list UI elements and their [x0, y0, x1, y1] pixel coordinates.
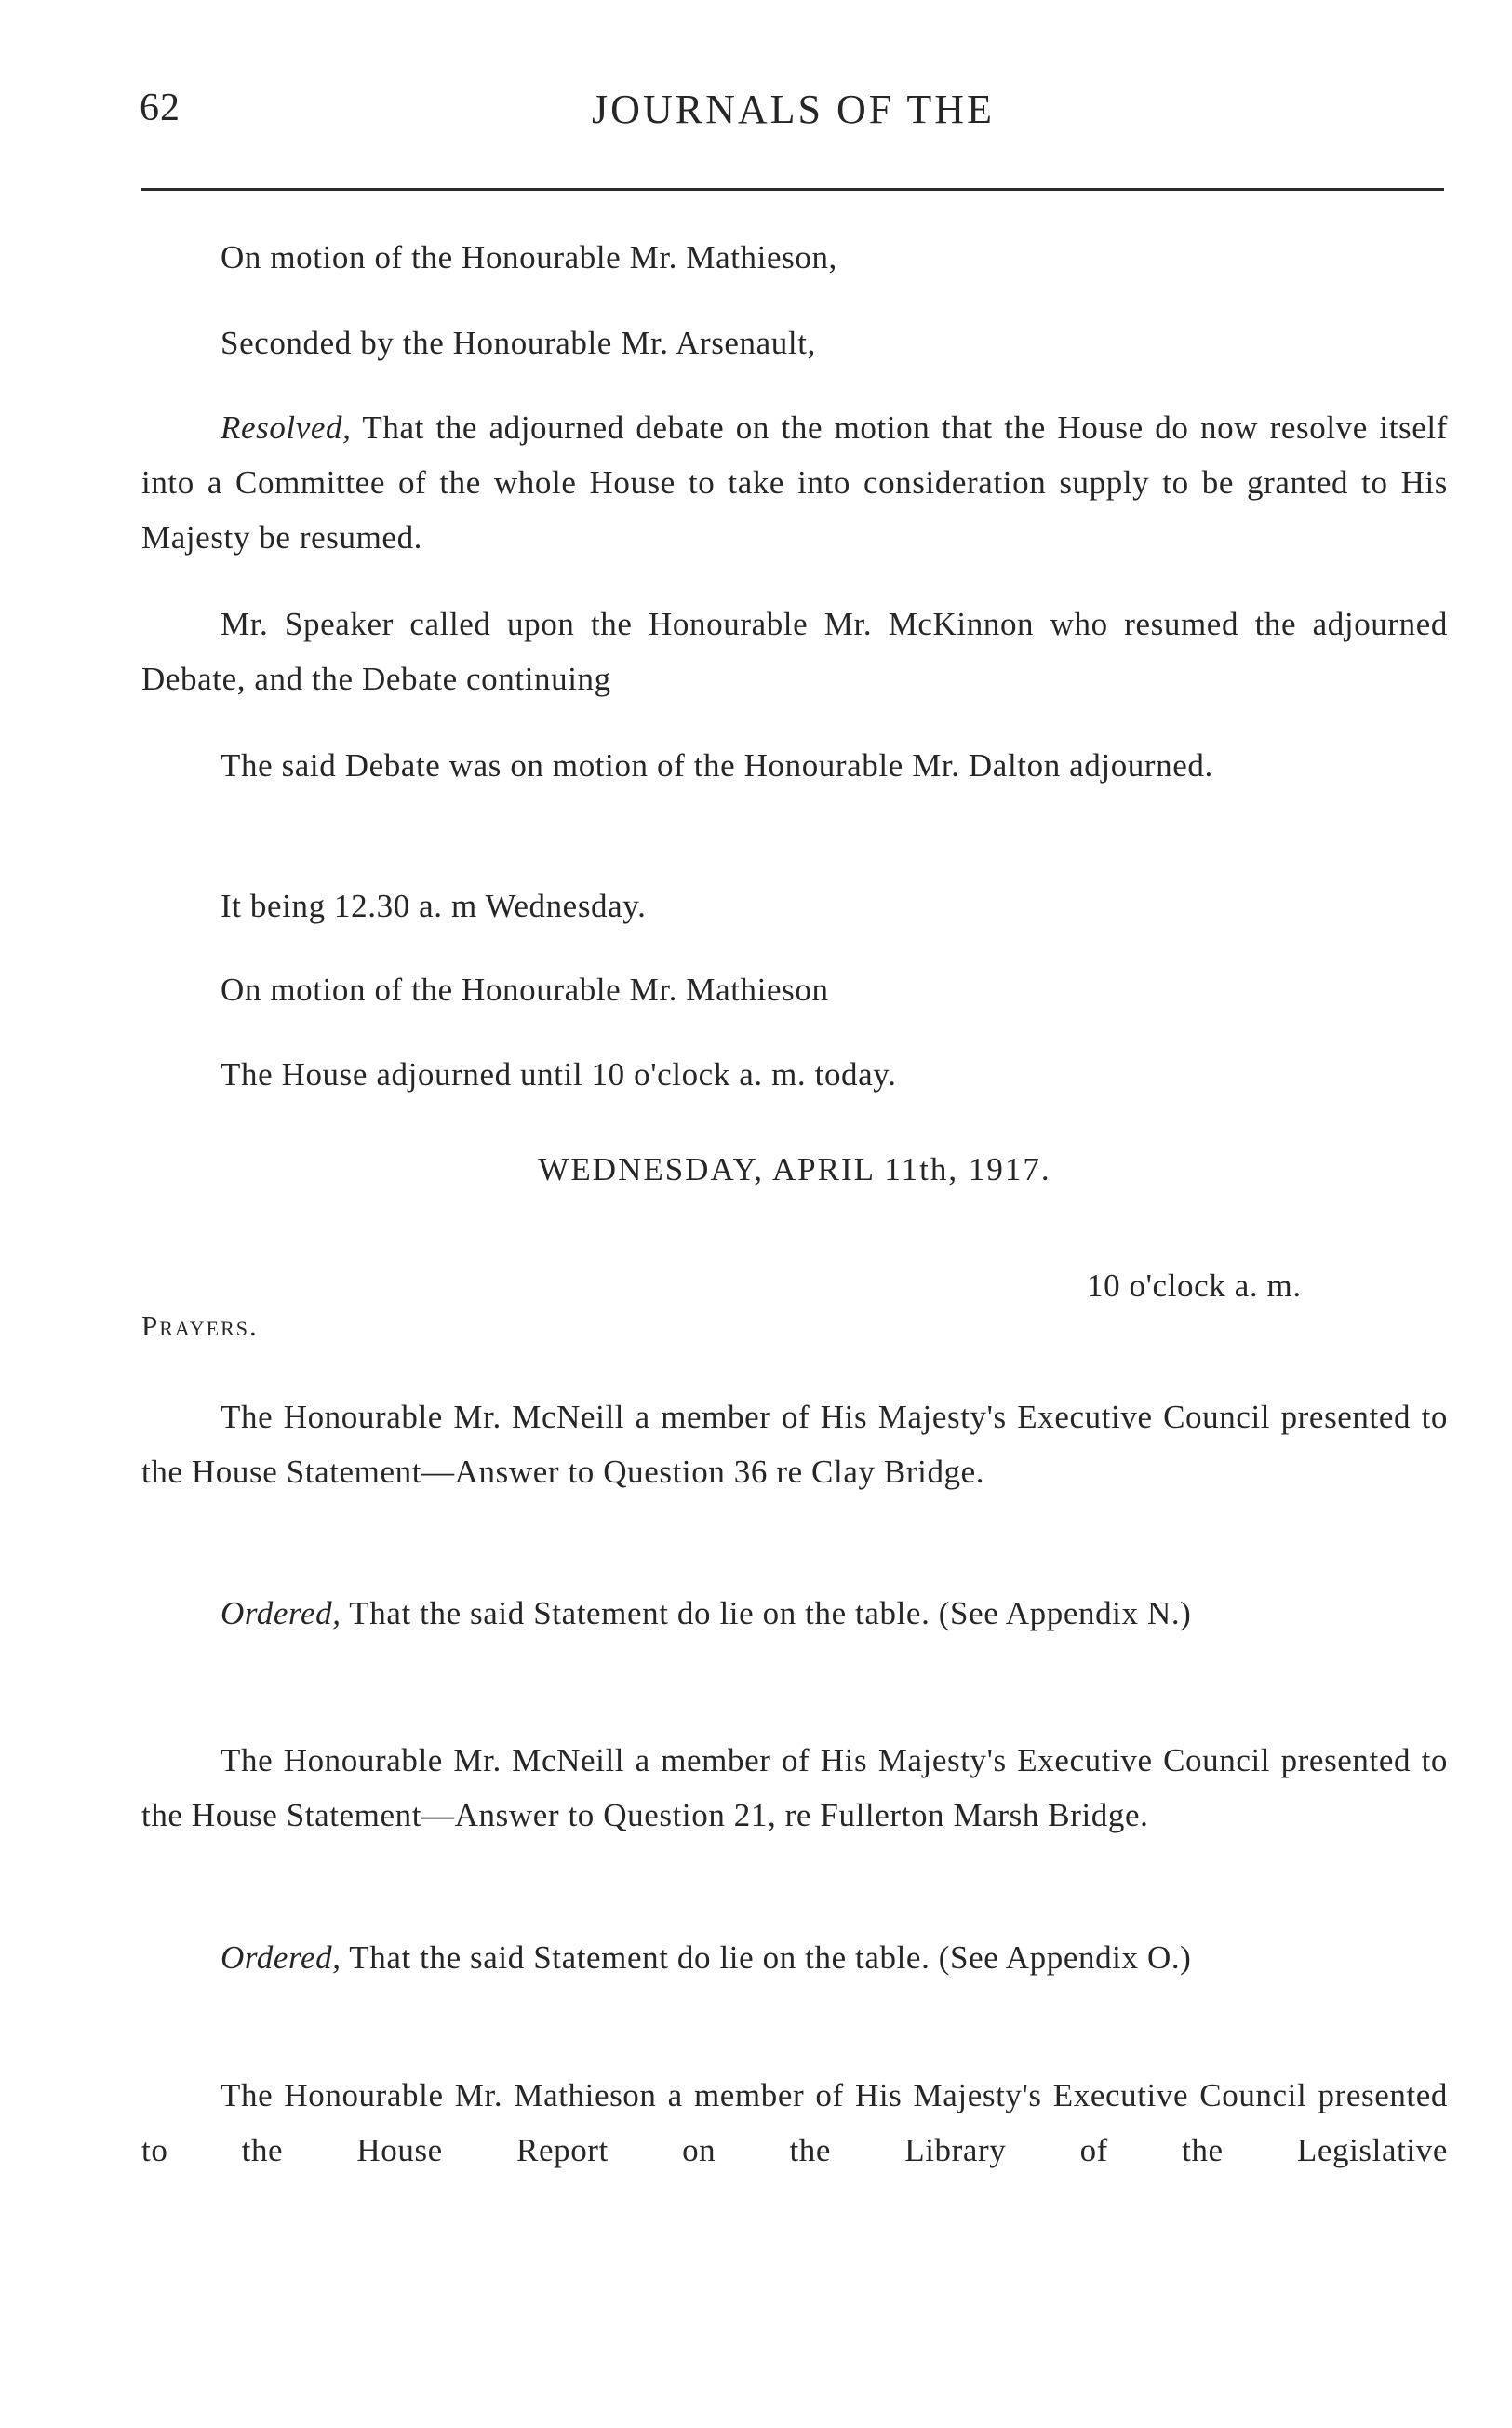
ordered-text-n: That the said Statement do lie on the table. (See Appendix N.)	[341, 1595, 1192, 1631]
paragraph-ordered-appendix-n	[141, 1586, 1448, 1641]
running-head	[140, 86, 1447, 141]
paragraph-motion-mathieson: On motion of the Honourable Mr. Mathieson,	[221, 239, 837, 275]
header-rule	[141, 188, 1444, 191]
resolved-lead: Resolved,	[221, 409, 352, 446]
ordered-lead-n: Ordered,	[221, 1595, 341, 1631]
paragraph-motion-mathieson-2: On motion of the Honourable Mr. Mathieson	[221, 972, 829, 1008]
paragraph-mathieson-library-report: The Honourable Mr. Mathieson a member of His Majesty's Executive Council presented to the House Report on the Library of the Legislative	[141, 2077, 1448, 2168]
paragraph-seconded-arsenault: Seconded by the Honourable Mr. Arsenault,	[221, 325, 816, 361]
ordered-text-o: That the said Statement do lie on the table. (See Appendix O.)	[341, 1939, 1192, 1976]
paragraph-resolved	[141, 400, 1448, 565]
prayers-heading: Prayers.	[141, 1309, 259, 1342]
paragraph-ordered-appendix-o	[141, 1930, 1448, 1985]
paragraph-mcneill-clay-bridge: The Honourable Mr. McNeill a member of His Majesty's Executive Council presented to the House Statement—Answer to Question 36 re Clay Bridge.	[141, 1399, 1448, 1490]
page-number: 62	[140, 87, 181, 129]
paragraph-house-adjourned: The House adjourned until 10 o'clock a. m. today.	[221, 1056, 897, 1093]
journal-title: JOURNALS OF THE	[592, 87, 995, 132]
date-heading: WEDNESDAY, APRIL 11th, 1917.	[538, 1151, 1051, 1187]
paragraph-debate-adjourned: The said Debate was on motion of the Honourable Mr. Dalton adjourned.	[221, 747, 1213, 784]
ordered-lead-o: Ordered,	[221, 1939, 341, 1976]
paragraph-mcneill-fullerton-bridge: The Honourable Mr. McNeill a member of His Majesty's Executive Council presented to the House Statement—Answer to Question 21, re Fullerton Marsh Bridge.	[141, 1742, 1448, 1833]
resolved-text: That the adjourned debate on the motion that the House do now resolve itself into a Committee of the whole House to take into consideration supply to be granted to His Majesty be resumed.	[141, 409, 1448, 556]
paragraph-speaker-mckinnon: Mr. Speaker called upon the Honourable Mr. McKinnon who resumed the adjourned Debate, and the Debate continuing	[141, 606, 1448, 697]
session-time: 10 o'clock a. m.	[1087, 1268, 1302, 1304]
paragraph-time-wednesday: It being 12.30 a. m Wednesday.	[221, 888, 647, 924]
